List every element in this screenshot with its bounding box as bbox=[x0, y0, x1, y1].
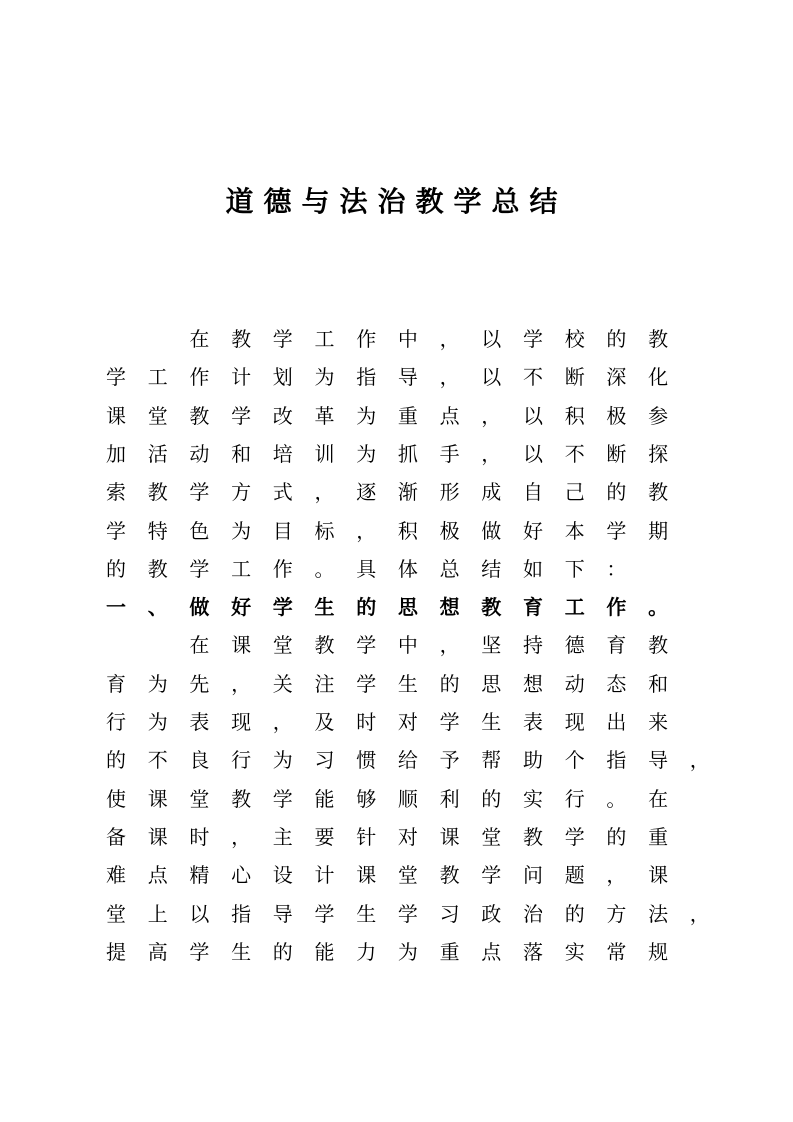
paragraph-line: 育 为 先 ， 关 注 学 生 的 思 想 动 态 和 bbox=[106, 671, 669, 696]
paragraph-line: 加 活 动 和 培 训 为 抓 手 ， 以 不 断 探 bbox=[106, 441, 669, 466]
paragraph-line: 在 课 堂 教 学 中 ， 坚 持 德 育 教 bbox=[189, 633, 669, 658]
section-heading: 一 、 做 好 学 生 的 思 想 教 育 工 作 。 bbox=[106, 595, 669, 620]
paragraph-line: 备 课 时 ， 主 要 针 对 课 堂 教 学 的 重 bbox=[106, 824, 669, 849]
paragraph-line: 在 教 学 工 作 中 ， 以 学 校 的 教 bbox=[189, 327, 669, 351]
paragraph-line: 堂 上 以 指 导 学 生 学 习 政 治 的 方 法 ， bbox=[106, 901, 710, 926]
paragraph-line: 行 为 表 现 ， 及 时 对 学 生 表 现 出 来 bbox=[106, 710, 669, 734]
paragraph-line: 索 教 学 方 式 ， 逐 渐 形 成 自 己 的 教 bbox=[106, 480, 669, 505]
paragraph-line: 学 特 色 为 目 标 ， 积 极 做 好 本 学 期 bbox=[106, 518, 669, 543]
paragraph-line: 课 堂 教 学 改 革 为 重 点 ， 以 积 极 参 bbox=[106, 403, 669, 428]
paragraph-line: 提 高 学 生 的 能 力 为 重 点 落 实 常 规 bbox=[106, 939, 669, 964]
paragraph-line: 的 教 学 工 作 。 具 体 总 结 如 下 ： bbox=[106, 556, 627, 581]
paragraph-line: 使 课 堂 教 学 能 够 顺 利 的 实 行 。 在 bbox=[106, 786, 669, 811]
paragraph-line: 学 工 作 计 划 为 指 导 ， 以 不 断 深 化 bbox=[106, 365, 669, 390]
paragraph-line: 的 不 良 行 为 习 惯 给 予 帮 助 个 指 导 ， bbox=[106, 748, 710, 773]
document-title: 道德与法治教学总结 bbox=[225, 185, 568, 218]
paragraph-line: 难 点 精 心 设 计 课 堂 教 学 问 题 ， 课 bbox=[106, 863, 669, 888]
